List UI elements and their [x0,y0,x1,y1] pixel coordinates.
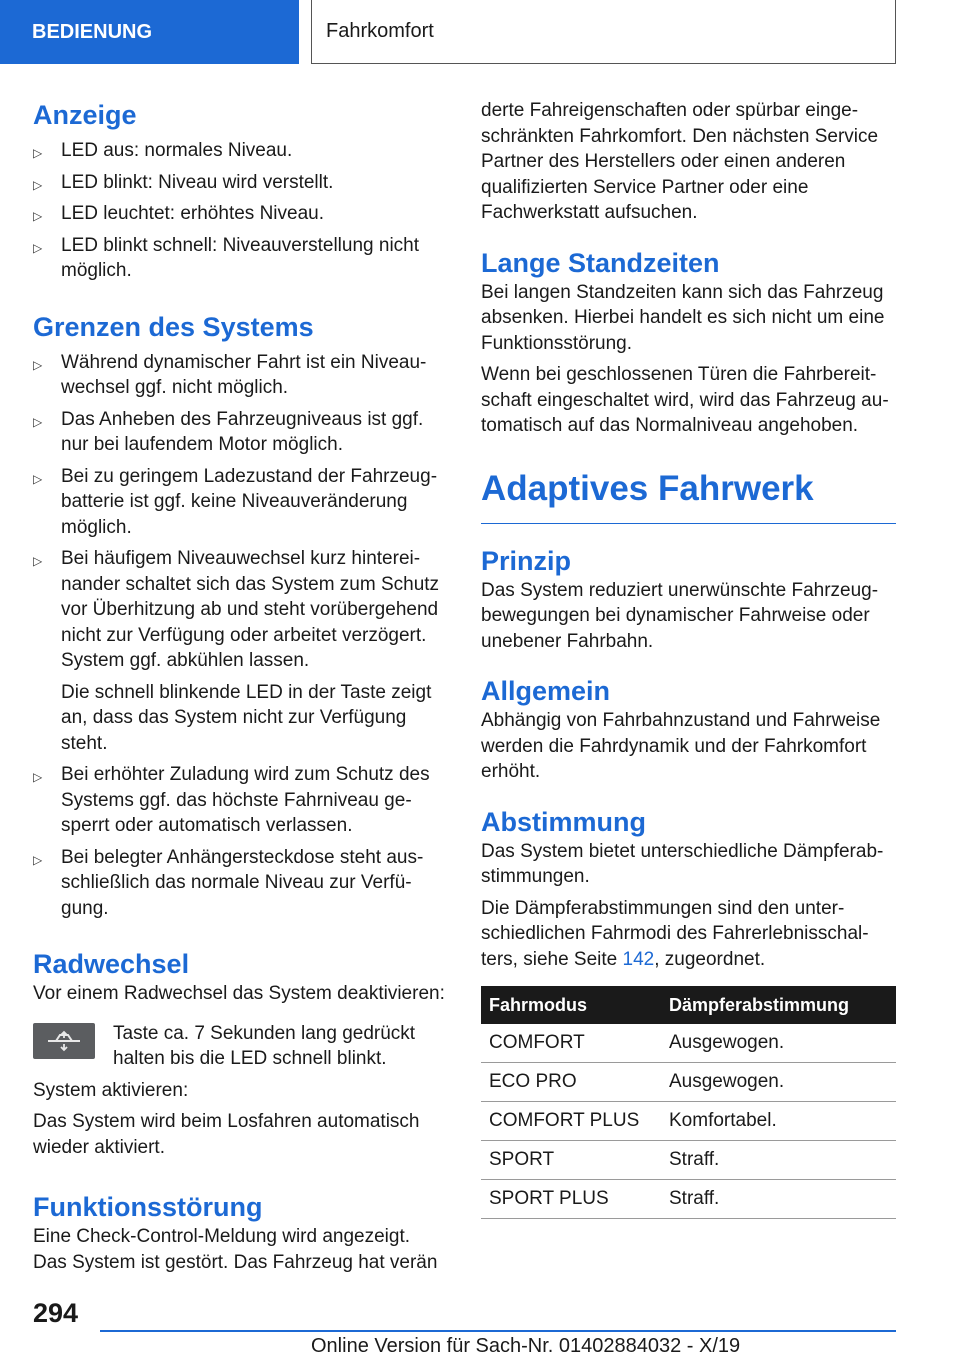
triangle-bullet-icon: ▷ [33,852,43,867]
list-item: ▷ LED blinkt: Niveau wird verstellt. [33,170,445,196]
table-row [481,1024,896,1063]
list-item: ▷ Bei erhöhter Zuladung wird zum Schutz des Systems ggf. das höchste Fahrniveau gesperrt oder automatisch verlassen. [33,764,430,836]
table-row [481,1063,896,1102]
table-cell: COMFORT PLUS [481,1102,661,1141]
triangle-bullet-icon: ▷ [33,240,43,255]
heading-allgemein: Allgemein [481,676,611,706]
stoerung-text: Eine Check-Control-Meldung wird angezeigt. Das System ist gestört. Das Fahrzeug hat verän [33,1226,438,1273]
triangle-bullet-icon: ▷ [33,554,43,568]
list-item: ▷ Während dynamischer Fahrt ist ein Niveauwechsel ggf. nicht möglich. [33,351,427,398]
table-cell: Ausgewogen. [661,1063,896,1102]
list-item: ▷ Das Anheben des Fahrzeugniveaus ist ggf. nur bei laufendem Motor möglich. [33,408,424,455]
level-control-button-icon [33,1023,95,1059]
table-cell: SPORT PLUS [481,1180,661,1219]
list-item: ▷ Bei belegter Anhängersteckdose steht ausschließlich das normale Niveau zur Verfügung. [33,846,424,919]
header-chapter: Fahrkomfort [311,0,896,64]
triangle-bullet-icon: ▷ [33,177,43,192]
standzeiten-p1: Bei langen Standzeiten kann sich das Fahrzeug absenken. Hierbei handelt es sich nicht um eine Funktionsstörung. [481,281,885,354]
abstimmung-p1: Das System bietet unterschiedliche Dämpferabstimmungen. [481,840,884,887]
table-row [481,1141,896,1180]
button-instruction [33,1021,445,1072]
anzeige-list [33,138,445,284]
footer-version-text: Online Version für Sach-Nr. 01402884032 - X/19 [311,1335,741,1357]
heading-stoerung: Funktionsstörung [33,1192,263,1222]
triangle-bullet-icon: ▷ [33,209,43,223]
triangle-bullet-icon: ▷ [33,770,43,784]
table-header-row [481,986,896,1024]
footer-divider [100,1330,896,1332]
table-cell: ECO PRO [481,1063,661,1102]
triangle-bullet-icon: ▷ [33,471,43,486]
heading-radwechsel: Radwechsel [33,949,190,979]
table-cell: Straff. [661,1141,896,1180]
heading-standzeiten: Lange Standzeiten [481,247,720,278]
heading-grenzen: Grenzen des Systems [33,311,314,342]
page-reference-link[interactable]: 142 [622,948,655,970]
heading-prinzip: Prinzip [481,545,572,576]
table-cell: Ausgewogen. [661,1024,896,1063]
table-header-cell: Fahrmodus [481,986,661,1024]
table-cell: COMFORT [481,1024,661,1063]
header-section: BEDIENUNG [0,0,299,64]
allgemein-text: Abhängig von Fahrbahnzustand und Fahrweise werden die Fahrdynamik und der Fahrkomfort erhöht. [481,710,881,782]
list-item: ▷ LED leuchtet: erhöhtes Niveau. [33,201,445,227]
stoerung-continued: derte Fahreigenschaften oder spürbar eingeschränkten Fahrkomfort. Den nächsten Service Partner des Herstellers oder einen anderen qualifizierten Service Partner oder eine Fachwerkstatt aufsuchen. [481,100,879,223]
list-item: ▷ LED aus: normales Niveau. [33,138,445,164]
heading-anzeige: Anzeige [33,100,137,130]
triangle-bullet-icon: ▷ [33,414,43,429]
table-cell: SPORT [481,1141,661,1180]
table-row [481,1102,896,1141]
list-item-note: Die schnell blinkende LED in der Taste zeigt an, dass das System nicht zur Verfügung steht. [61,681,432,754]
heading-abstimmung: Abstimmung [481,806,646,837]
table-row [481,1180,896,1219]
radwechsel-p1: System aktivieren: [33,1079,189,1101]
abstimmung-p2: Die Dämpferabstimmungen sind den unterschiedlichen Fahrmodi des Fahrerlebnisschalters, siehe Seite 142, zugeordnet. [481,897,869,970]
grenzen-list [33,350,445,922]
standzeiten-p2: Wenn bei geschlossenen Türen die Fahrbereitschaft eingeschaltet wird, wird das Fahrzeug automatisch auf das Normalniveau angehoben. [481,364,889,436]
triangle-bullet-icon: ▷ [33,357,43,372]
list-item: ▷ LED blinkt schnell: Niveauverstellung nicht möglich. [33,234,420,281]
damper-table [481,986,896,1219]
table-cell: Komfortabel. [661,1102,896,1141]
left-column [33,98,445,1275]
button-instruction-text: Taste ca. 7 Sekunden lang gedrückt halten bis die LED schnell blinkt. [113,1022,416,1069]
prinzip-text: Das System reduziert unerwünschte Fahrzeugbewegungen bei dynamischer Fahrweise oder unebener Fahrbahn. [481,579,879,652]
right-column [481,98,896,1219]
list-item: ▷ Bei häufigem Niveauwechsel kurz hintereinander schaltet sich das System zum Schutz vor Überhitzung ab und steht vorübergehend nicht zur Verfügung oder arbeitet verzögert. System ggf. abkühlen lassen. Die schnell blinkende LED in der Taste zeigt an, dass das System nicht zur Verfügung steht. [33,546,445,756]
radwechsel-intro: Vor einem Radwechsel das System deaktivieren: [33,983,445,1004]
table-cell: Straff. [661,1180,896,1219]
triangle-bullet-icon: ▷ [33,146,43,160]
page-number: 294 [33,1298,79,1328]
radwechsel-p2: Das System wird beim Losfahren automatisch wieder aktiviert. [33,1111,420,1158]
list-item: ▷ Bei zu geringem Ladezustand der Fahrzeugbatterie ist ggf. keine Niveauveränderung möglich. [33,465,438,538]
heading-adaptives-fahrwerk: Adaptives Fahrwerk [481,467,896,524]
table-header-cell: Dämpferabstimmung [661,986,896,1024]
